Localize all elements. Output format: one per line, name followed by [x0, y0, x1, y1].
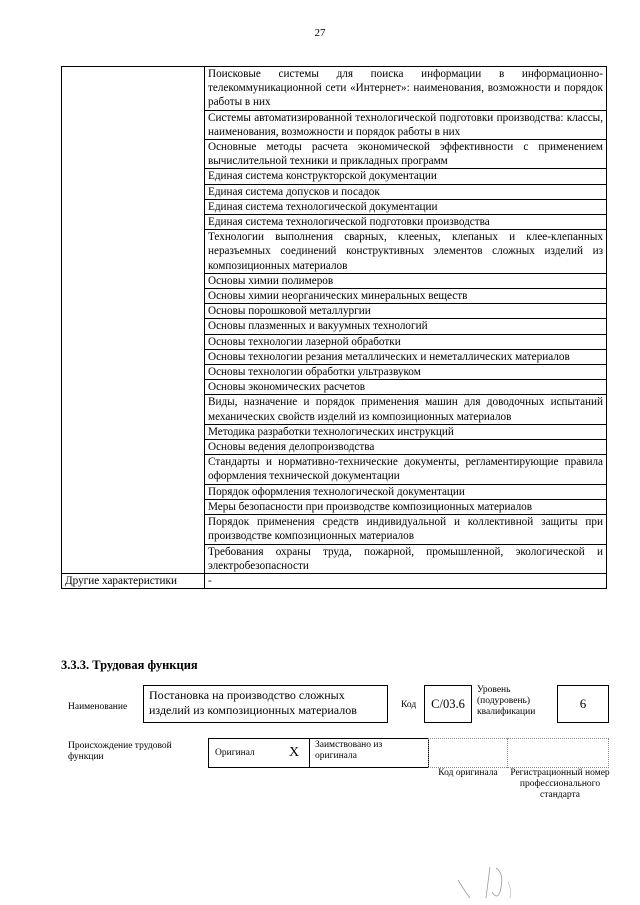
- borrowed-box: [309, 738, 429, 768]
- knowledge-item: Поисковые системы для поиска информации в информационно-телекоммуникационной сети «Интернет»: наименования, возможности и порядок работы в них: [205, 67, 607, 111]
- reg-number-caption: Регистрационный номер профессионального стандарта: [510, 768, 610, 800]
- code-value: С/03.6: [431, 697, 465, 711]
- knowledge-item: Порядок оформления технологической документации: [205, 484, 607, 499]
- other-characteristics-label: Другие характеристики: [62, 573, 205, 588]
- knowledge-item: Меры безопасности при производстве композиционных материалов: [205, 499, 607, 514]
- original-label: Оригинал: [215, 748, 255, 758]
- knowledge-item: Виды, назначение и порядок применения машин для доводочных испытаний механических свойств изделий из композиционных материалов: [205, 395, 607, 424]
- knowledge-item: Основы плазменных и вакуумных технологий: [205, 319, 607, 334]
- knowledge-item: Основные методы расчета экономической эффективности с применением вычислительной техники и прикладных программ: [205, 140, 607, 169]
- original-mark: X: [289, 745, 300, 760]
- knowledge-item: Основы порошковой металлургии: [205, 304, 607, 319]
- knowledge-item: Методика разработки технологических инструкций: [205, 424, 607, 439]
- knowledge-item: Единая система конструкторской документации: [205, 169, 607, 184]
- code-original-cell: [428, 738, 507, 768]
- level-box: [557, 685, 609, 723]
- knowledge-item: Стандарты и нормативно-технические документы, регламентирующие правила оформления технической документации: [205, 455, 607, 484]
- requirements-table: [61, 66, 607, 589]
- section-title: 3.3.3. Трудовая функция: [61, 658, 198, 672]
- name-label: Наименование: [68, 702, 128, 712]
- name-value: Постановка на производство сложных изделий из композиционных материалов: [149, 688, 357, 717]
- page-number: 27: [314, 27, 326, 39]
- knowledge-item: Основы технологии обработки ультразвуком: [205, 365, 607, 380]
- knowledge-item: Единая система технологической документации: [205, 199, 607, 214]
- knowledge-item: Основы ведения делопроизводства: [205, 440, 607, 455]
- level-label: Уровень (подуровень) квалификации: [477, 685, 536, 717]
- knowledge-item: Порядок применения средств индивидуальной и коллективной защиты при производстве композиционных материалов: [205, 515, 607, 544]
- original-box: [208, 738, 310, 768]
- borrowed-label: Заимствовано из оригинала: [315, 740, 383, 761]
- row-header-empty: [62, 67, 205, 574]
- level-value: 6: [579, 696, 587, 711]
- table-row-other: [62, 573, 607, 588]
- knowledge-item: Требования охраны труда, пожарной, промышленной, экологической и электробезопасности: [205, 544, 607, 573]
- code-label: Код: [401, 700, 417, 710]
- knowledge-item: Системы автоматизированной технологической подготовки производства: классы, наименования, возможности и порядок работы в них: [205, 110, 607, 139]
- knowledge-item: Основы химии полимеров: [205, 273, 607, 288]
- knowledge-item: Основы технологии резания металлических и неметаллических материалов: [205, 349, 607, 364]
- signature-mark: [450, 862, 520, 902]
- knowledge-item: Основы технологии лазерной обработки: [205, 334, 607, 349]
- name-value-box: [143, 685, 388, 723]
- knowledge-item: Единая система допусков и посадок: [205, 184, 607, 199]
- table-row: [62, 67, 607, 111]
- knowledge-item: Единая система технологической подготовки производства: [205, 215, 607, 230]
- knowledge-item: Основы химии неорганических минеральных веществ: [205, 289, 607, 304]
- code-original-caption: Код оригинала: [438, 768, 498, 778]
- knowledge-item: Основы экономических расчетов: [205, 380, 607, 395]
- origin-label: Происхождение трудовой функции: [68, 741, 172, 762]
- code-box: [424, 685, 472, 723]
- other-characteristics-value: -: [205, 573, 607, 588]
- knowledge-item: Технологии выполнения сварных, клееных, клепаных и клее-клепанных неразъемных соединений конструктивных элементов сложных изделий из композиционных материалов: [205, 230, 607, 274]
- reg-number-cell: [507, 738, 609, 768]
